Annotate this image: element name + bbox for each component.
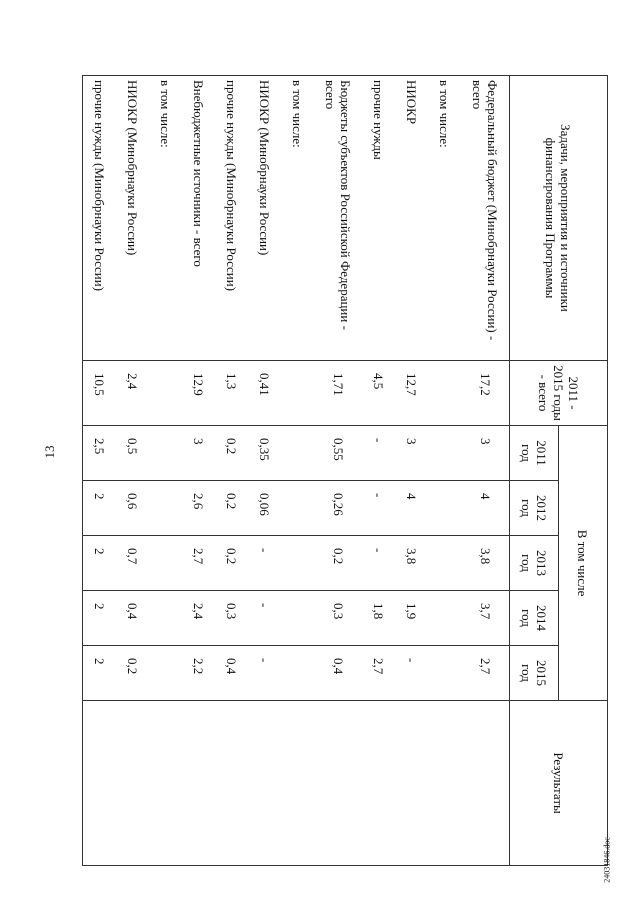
cell-total: 10,5: [83, 361, 117, 426]
table-row: [428, 76, 461, 866]
rotated-table-container: [88, 75, 608, 865]
cell-2012: 0,06: [248, 481, 281, 536]
cell-2015: 0,2: [116, 646, 149, 701]
header-row-1: [559, 76, 608, 866]
cell-2014: 1,9: [395, 591, 428, 646]
header-year-2011: 2011 год: [510, 426, 559, 481]
cell-2014: 2,4: [182, 591, 215, 646]
header-tasks: Задачи, мероприятия и источники финансирования Программы: [510, 76, 608, 361]
cell-2012: 2,6: [182, 481, 215, 536]
cell-2011: [149, 426, 182, 481]
row-label: в том числе:: [428, 76, 461, 361]
table-row: [83, 76, 117, 866]
cell-2013: [281, 536, 314, 591]
table-row: [215, 76, 248, 866]
cell-2013: 0,2: [314, 536, 362, 591]
header-year-2015: 2015 год: [510, 646, 559, 701]
cell-2013: [149, 536, 182, 591]
cell-results: [395, 701, 428, 866]
cell-2011: 3: [395, 426, 428, 481]
table-row: [314, 76, 362, 866]
cell-2013: 2,7: [182, 536, 215, 591]
table-row: [362, 76, 395, 866]
cell-results: [215, 701, 248, 866]
row-label: Внебюджетные источники - всего: [182, 76, 215, 361]
cell-2012: 0,6: [116, 481, 149, 536]
cell-2014: [149, 591, 182, 646]
cell-2015: 2,7: [362, 646, 395, 701]
cell-2011: 3: [461, 426, 510, 481]
cell-2013: 3,8: [395, 536, 428, 591]
cell-2015: [281, 646, 314, 701]
cell-results: [281, 701, 314, 866]
table-row: [395, 76, 428, 866]
cell-results: [461, 701, 510, 866]
header-period-total: 2011 - 2015 годы - всего: [510, 361, 608, 426]
cell-total: 12,9: [182, 361, 215, 426]
cell-results: [116, 701, 149, 866]
cell-results: [314, 701, 362, 866]
cell-2011: 0,55: [314, 426, 362, 481]
cell-2012: 0,2: [215, 481, 248, 536]
header-year-2013: 2013 год: [510, 536, 559, 591]
cell-2014: 1,8: [362, 591, 395, 646]
cell-2013: -: [248, 536, 281, 591]
cell-results: [83, 701, 117, 866]
cell-2011: 0,5: [116, 426, 149, 481]
cell-2014: 0,3: [314, 591, 362, 646]
table-row: [149, 76, 182, 866]
cell-2015: 2,7: [461, 646, 510, 701]
cell-2015: 0,4: [215, 646, 248, 701]
cell-2011: [428, 426, 461, 481]
table-row: [116, 76, 149, 866]
cell-2013: -: [362, 536, 395, 591]
row-label: в том числе:: [281, 76, 314, 361]
funding-table: [82, 75, 608, 866]
cell-2014: -: [248, 591, 281, 646]
cell-total: 4,5: [362, 361, 395, 426]
cell-total: 0,41: [248, 361, 281, 426]
header-results: Результаты: [510, 701, 608, 866]
cell-2014: 0,3: [215, 591, 248, 646]
cell-2015: 2: [83, 646, 117, 701]
cell-2011: 2,5: [83, 426, 117, 481]
cell-total: 1,3: [215, 361, 248, 426]
cell-2015: [428, 646, 461, 701]
footer-doc-reference: 24031846.doc: [602, 837, 612, 883]
row-label: прочие нужды (Минобрнауки России): [83, 76, 117, 361]
cell-2011: 3: [182, 426, 215, 481]
page-number: 13: [42, 445, 57, 459]
cell-2013: 0,7: [116, 536, 149, 591]
row-label: в том числе:: [149, 76, 182, 361]
cell-2015: [149, 646, 182, 701]
cell-results: [428, 701, 461, 866]
row-label: Бюджеты субъектов Российской Федерации - всего: [314, 76, 362, 361]
cell-2015: 2,2: [182, 646, 215, 701]
row-label: Федеральный бюджет (Минобрнауки России) - всего: [461, 76, 510, 361]
cell-2011: 0,35: [248, 426, 281, 481]
cell-2015: -: [395, 646, 428, 701]
cell-2013: 0,2: [215, 536, 248, 591]
header-including: В том числе: [559, 426, 608, 701]
header-year-2014: 2014 год: [510, 591, 559, 646]
table-row: [281, 76, 314, 866]
cell-2012: [281, 481, 314, 536]
cell-2011: [281, 426, 314, 481]
table-row: [248, 76, 281, 866]
cell-total: 17,2: [461, 361, 510, 426]
row-label: НИОКР (Минобрнауки России): [248, 76, 281, 361]
cell-2014: [428, 591, 461, 646]
row-label: НИОКР: [395, 76, 428, 361]
cell-2011: -: [362, 426, 395, 481]
cell-2014: [281, 591, 314, 646]
row-label: прочие нужды (Минобрнауки России): [215, 76, 248, 361]
cell-2014: 2: [83, 591, 117, 646]
cell-total: [428, 361, 461, 426]
cell-2013: 2: [83, 536, 117, 591]
table-row: [182, 76, 215, 866]
cell-2012: [149, 481, 182, 536]
cell-2012: [428, 481, 461, 536]
cell-total: [281, 361, 314, 426]
cell-2012: -: [362, 481, 395, 536]
cell-2012: 0,26: [314, 481, 362, 536]
cell-2015: -: [248, 646, 281, 701]
cell-results: [182, 701, 215, 866]
cell-2013: [428, 536, 461, 591]
cell-results: [362, 701, 395, 866]
cell-total: [149, 361, 182, 426]
cell-total: 1,71: [314, 361, 362, 426]
cell-2012: 4: [395, 481, 428, 536]
cell-2015: 0,4: [314, 646, 362, 701]
cell-2013: 3,8: [461, 536, 510, 591]
cell-total: 12,7: [395, 361, 428, 426]
cell-total: 2,4: [116, 361, 149, 426]
header-year-2012: 2012 год: [510, 481, 559, 536]
cell-2012: 4: [461, 481, 510, 536]
row-label: НИОКР (Минобрнауки России): [116, 76, 149, 361]
cell-2014: 0,4: [116, 591, 149, 646]
cell-results: [149, 701, 182, 866]
cell-2014: 3,7: [461, 591, 510, 646]
cell-2011: 0,2: [215, 426, 248, 481]
table-row: [461, 76, 510, 866]
row-label: прочие нужды: [362, 76, 395, 361]
cell-2012: 2: [83, 481, 117, 536]
cell-results: [248, 701, 281, 866]
